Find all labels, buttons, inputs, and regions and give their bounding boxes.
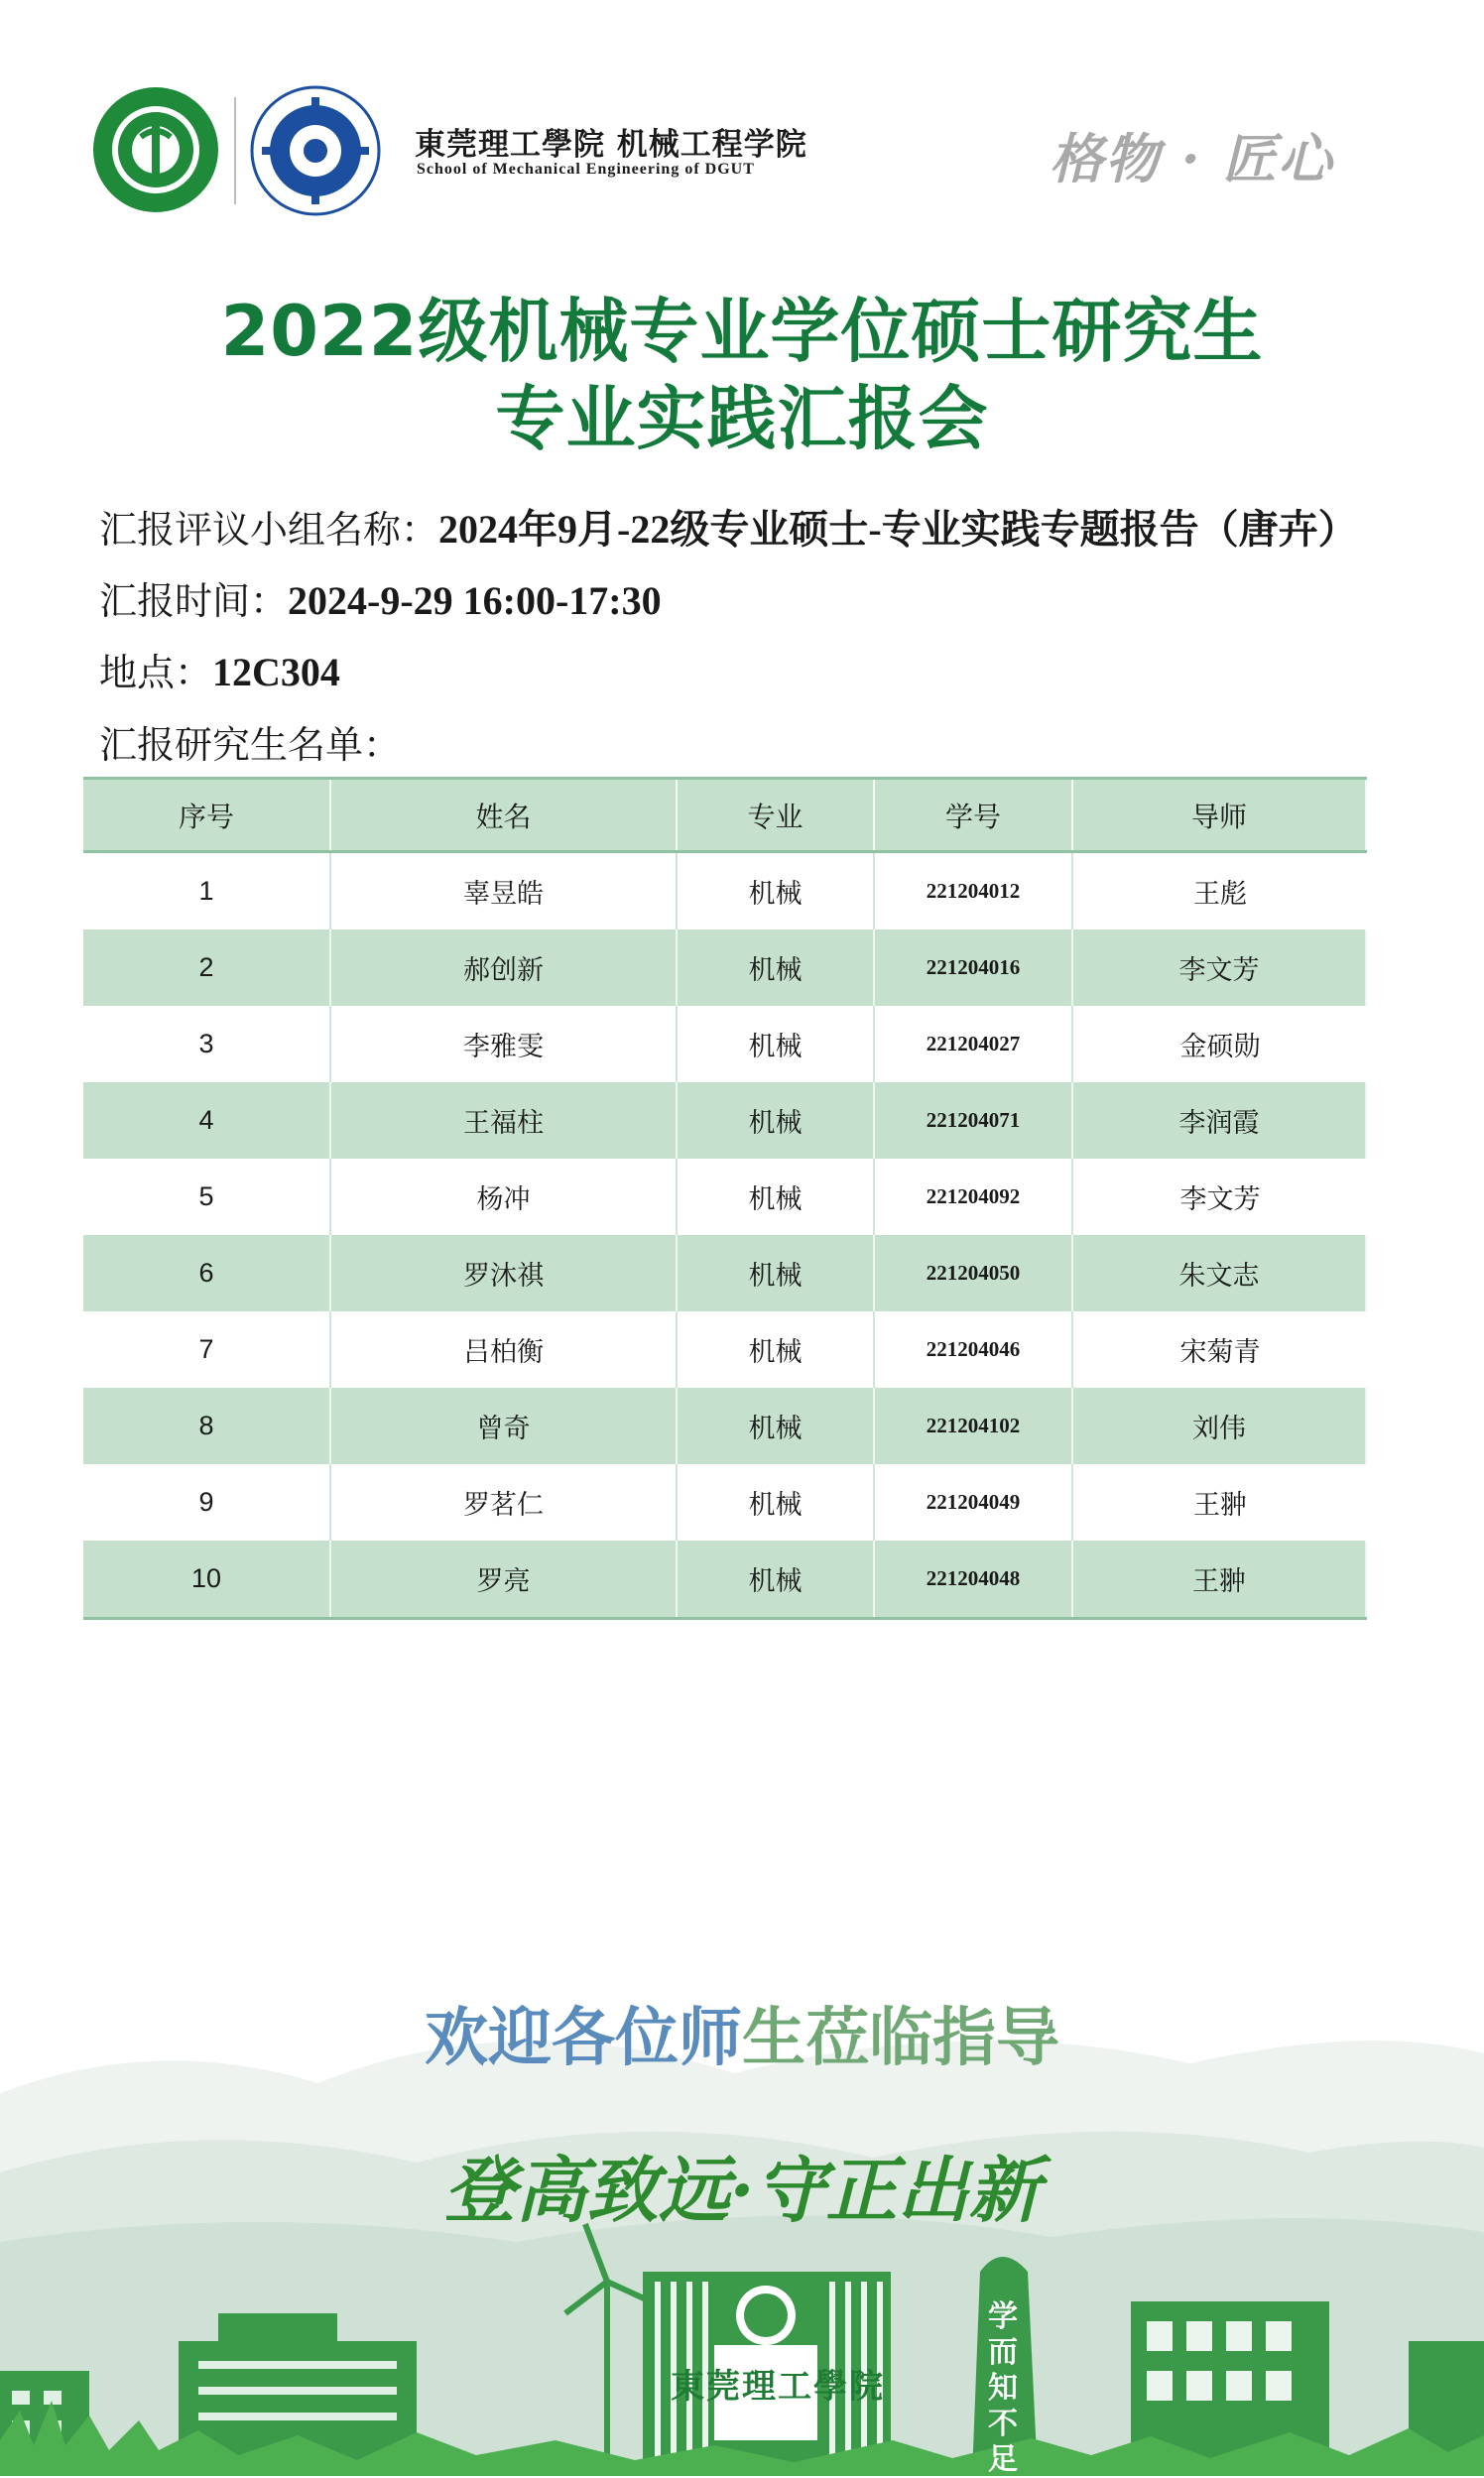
table-row — [83, 929, 1367, 1006]
cell-tutor: 王翀 — [1193, 1490, 1247, 1521]
cell-no: 7 — [83, 1311, 331, 1388]
cell-major: 机械 — [678, 1311, 875, 1388]
cell-major: 机械 — [678, 1082, 875, 1159]
cell-name: 罗亮 — [331, 1541, 678, 1617]
table-row — [83, 1311, 1367, 1388]
cell-major: 机械 — [678, 1006, 875, 1082]
cell-name: 李雅雯 — [331, 1006, 678, 1082]
table-row — [83, 1464, 1367, 1541]
welcome-part-1: 欢迎各位师 — [425, 2002, 742, 2075]
table-row — [83, 1006, 1367, 1082]
cell-tutor: 金硕勋 — [1179, 1032, 1261, 1062]
cell-id: 221204092 — [875, 1159, 1073, 1235]
cell-no: 2 — [83, 929, 331, 1006]
student-list-label: 汇报研究生名单： — [99, 723, 402, 767]
cell-major: 机械 — [678, 1159, 875, 1235]
cell-major: 机械 — [678, 1388, 875, 1464]
cell-major: 机械 — [678, 853, 875, 929]
header-cell-tutor: 导师 — [1073, 780, 1367, 850]
cell-no: 1 — [83, 853, 331, 929]
header — [0, 0, 1484, 238]
cell-name: 郝创新 — [331, 929, 678, 1006]
cell-tutor: 刘伟 — [1073, 1388, 1367, 1464]
table-row — [83, 1159, 1367, 1235]
cell-id: 221204050 — [875, 1235, 1073, 1311]
header-cell-id: 学号 — [875, 780, 1073, 850]
logo-divider — [234, 97, 236, 204]
cell-tutor: 朱文志 — [1073, 1235, 1367, 1311]
dgut-logo-icon — [91, 85, 220, 214]
cell-no: 5 — [83, 1159, 331, 1235]
cell-major: 机械 — [678, 929, 875, 1006]
cell-name: 王福柱 — [331, 1082, 678, 1159]
header-cell-major: 专业 — [678, 780, 875, 850]
place-label: 地点： — [99, 651, 213, 694]
cell-id: 221204048 — [875, 1541, 1073, 1617]
cell-no: 4 — [83, 1082, 331, 1159]
cell-id: 221204102 — [875, 1388, 1073, 1464]
student-table — [83, 777, 1367, 1620]
cell-tutor: 李文芳 — [1073, 929, 1367, 1006]
table-body — [83, 853, 1367, 1617]
cell-name: 吕柏衡 — [331, 1311, 678, 1388]
time-line — [99, 570, 662, 625]
header-cell-no: 序号 — [83, 780, 331, 850]
welcome-banner — [0, 1987, 1484, 2078]
cell-name: 罗茗仁 — [331, 1464, 678, 1541]
cell-no: 6 — [83, 1235, 331, 1311]
cell-tutor: 李润霞 — [1073, 1082, 1367, 1159]
cell-major: 机械 — [678, 1235, 875, 1311]
cell-name: 罗沐祺 — [331, 1235, 678, 1311]
group-name-label: 汇报评议小组名称： — [99, 508, 439, 552]
cell-id: 221204016 — [875, 929, 1073, 1006]
table-row — [83, 1082, 1367, 1159]
cell-tutor: 宋菊青 — [1179, 1337, 1261, 1368]
place-value: 12C304 — [212, 650, 340, 694]
school-slogan: 登高致远·守正出新 — [443, 2148, 1041, 2232]
cell-major: 机械 — [678, 1464, 875, 1541]
cell-tutor: 李文芳 — [1179, 1184, 1261, 1215]
cell-tutor: 王翀 — [1073, 1541, 1367, 1617]
time-value: 2024-9-29 16:00-17:30 — [288, 578, 662, 623]
cell-id: 221204049 — [875, 1464, 1073, 1541]
cell-name: 杨冲 — [331, 1159, 678, 1235]
gate-label: 東莞理工學院 — [671, 2367, 885, 2407]
cell-id: 221204012 — [875, 853, 1073, 929]
table-row — [83, 1541, 1367, 1617]
cell-id: 221204071 — [875, 1082, 1073, 1159]
welcome-part-2: 生莅临指导 — [742, 2002, 1059, 2075]
cell-major: 机械 — [678, 1541, 875, 1617]
cell-no: 9 — [83, 1464, 331, 1541]
table-row — [83, 1388, 1367, 1464]
header-cell-name: 姓名 — [331, 780, 678, 850]
cell-no: 10 — [83, 1541, 331, 1617]
school-name-en: School of Mechanical Engineering of DGUT — [417, 161, 755, 178]
mechanical-school-logo-icon — [250, 85, 381, 216]
cell-id: 221204046 — [875, 1311, 1073, 1388]
group-name-line — [99, 498, 1358, 555]
group-name-value: 2024年9月-22级专业硕士-专业实践专题报告（唐卉） — [438, 507, 1358, 552]
stone-inscription: 学而知不足 — [988, 2299, 1018, 2477]
cell-tutor: 王彪 — [1193, 879, 1247, 910]
cell-no: 8 — [83, 1388, 331, 1464]
cell-no: 3 — [83, 1006, 331, 1082]
motto: 格物 · 匠心 — [1050, 127, 1334, 190]
cell-name: 辜昱皓 — [331, 853, 678, 929]
table-row — [83, 1235, 1367, 1311]
place-line — [99, 642, 340, 696]
school-name-cn: 東莞理工學院 机械工程学院 — [415, 127, 807, 163]
page-title-line2: 专业实践汇报会 — [495, 378, 989, 459]
page-title-line1: 2022级机械专业学位硕士研究生 — [220, 291, 1264, 372]
table-header-row — [83, 780, 1367, 853]
time-label: 汇报时间： — [99, 579, 289, 623]
table-row — [83, 853, 1367, 929]
cell-id: 221204027 — [875, 1006, 1073, 1082]
cell-name: 曾奇 — [331, 1388, 678, 1464]
